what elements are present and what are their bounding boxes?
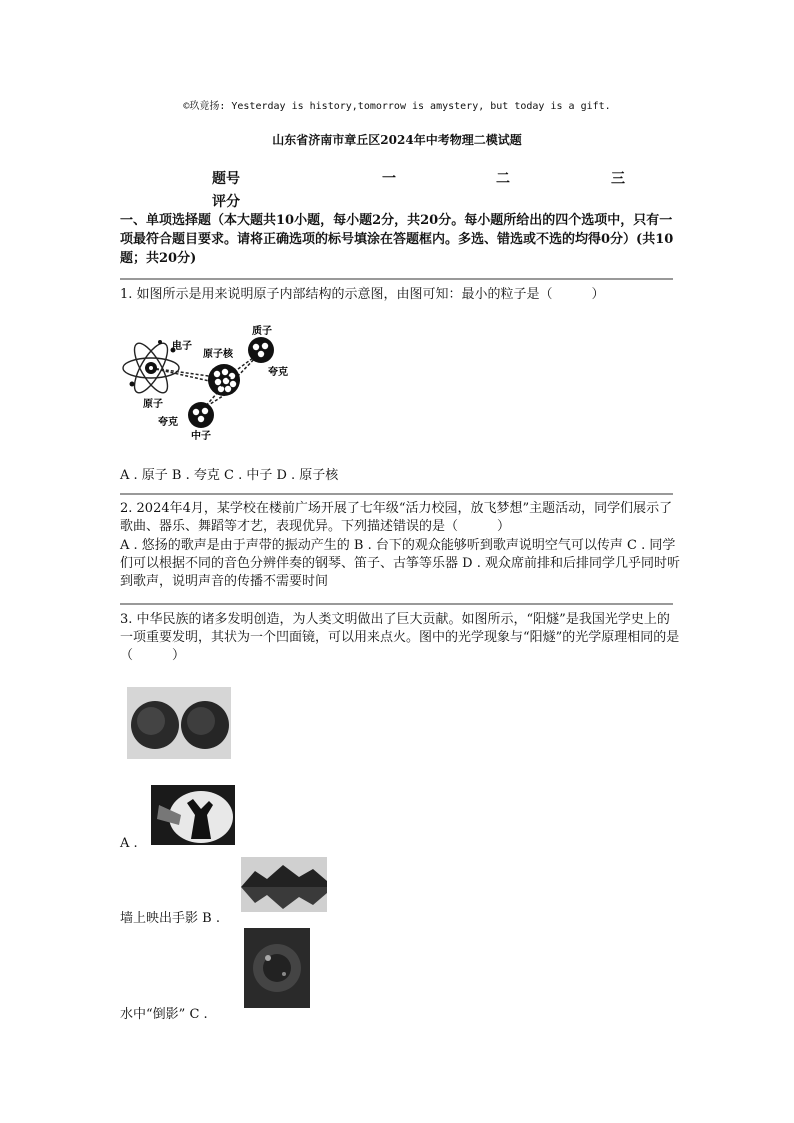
question-2-options: A . 悠扬的歌声是由于声带的振动产生的 B . 台下的观众能够听到歌声说明空气可以传声 C . 同学们可以根据不同的音色分辨伴奏的钢琴、笛子、古筝等乐器 D . 观众席前排和后排同学几乎同时听到歌声，说明声音的传播不需要时间: [120, 538, 680, 589]
concave-mirror-photo: [244, 928, 310, 1008]
option-a-label: A .: [120, 836, 138, 851]
question-1-options: A . 原子 B . 夸克 C . 中子 D . 原子核: [120, 468, 339, 483]
section-heading: 一、单项选择题（本大题共10小题，每小题2分，共20分。每小题所给出的四个选项中，只有一项最符合题目要求。请将正确选项的标号填涂在答题框内。多选、错选或不选的均得0分）(共10题；共20分): [120, 213, 674, 266]
score-table-row1-label: 题号: [212, 171, 240, 187]
option-a-caption: 墙上映出手影 B .: [120, 911, 220, 926]
divider: [120, 493, 673, 495]
label-neutron: 中子: [191, 431, 211, 442]
atom-icon: [123, 339, 179, 397]
score-table-row2-label: 评分: [212, 194, 240, 210]
label-proton: 质子: [252, 326, 272, 337]
page-motto: ©玖竟扬: Yesterday is history,tomorrow is amystery, but today is a gift.: [183, 101, 611, 112]
label-electron: 电子: [172, 341, 192, 352]
hand-shadow-photo: [151, 785, 235, 845]
label-atom: 原子: [143, 399, 163, 410]
label-nucleus: 原子核: [203, 349, 233, 360]
question-1-stem: 1. 如图所示是用来说明原子内部结构的示意图，由图可知：最小的粒子是（ ）: [120, 287, 605, 302]
score-table-col-3: 三: [611, 171, 625, 187]
question-2-stem: 2. 2024年4月，某学校在楼前广场开展了七年级“活力校园，放飞梦想”主题活动，同学们展示了歌曲、器乐、舞蹈等才艺，表现优异。下列描述错误的是（ ）: [120, 501, 673, 534]
divider: [120, 603, 673, 605]
score-table-col-2: 二: [496, 171, 510, 187]
atom-structure-diagram: [118, 320, 298, 445]
divider: [120, 278, 673, 280]
nucleus-icon: [208, 364, 240, 396]
label-quark-left: 夸克: [158, 417, 178, 428]
proton-icon: [248, 337, 274, 363]
exam-title: 山东省济南市章丘区2024年中考物理二模试题: [272, 133, 522, 147]
question-3-stem: 3. 中华民族的诸多发明创造，为人类文明做出了巨大贡献。如图所示，“阳燧”是我国光学史上的一项重要发明，其状为一个凹面镜，可以用来点火。图中的光学现象与“阳燧”的光学原理相同的是（ ）: [120, 612, 680, 663]
score-table-col-1: 一: [382, 171, 396, 187]
neutron-icon: [188, 402, 214, 428]
option-b-caption: 水中“倒影” C .: [120, 1007, 208, 1022]
label-quark-right: 夸克: [268, 367, 288, 378]
water-reflection-photo: [241, 857, 327, 912]
yangsui-mirrors-photo: [127, 687, 231, 759]
